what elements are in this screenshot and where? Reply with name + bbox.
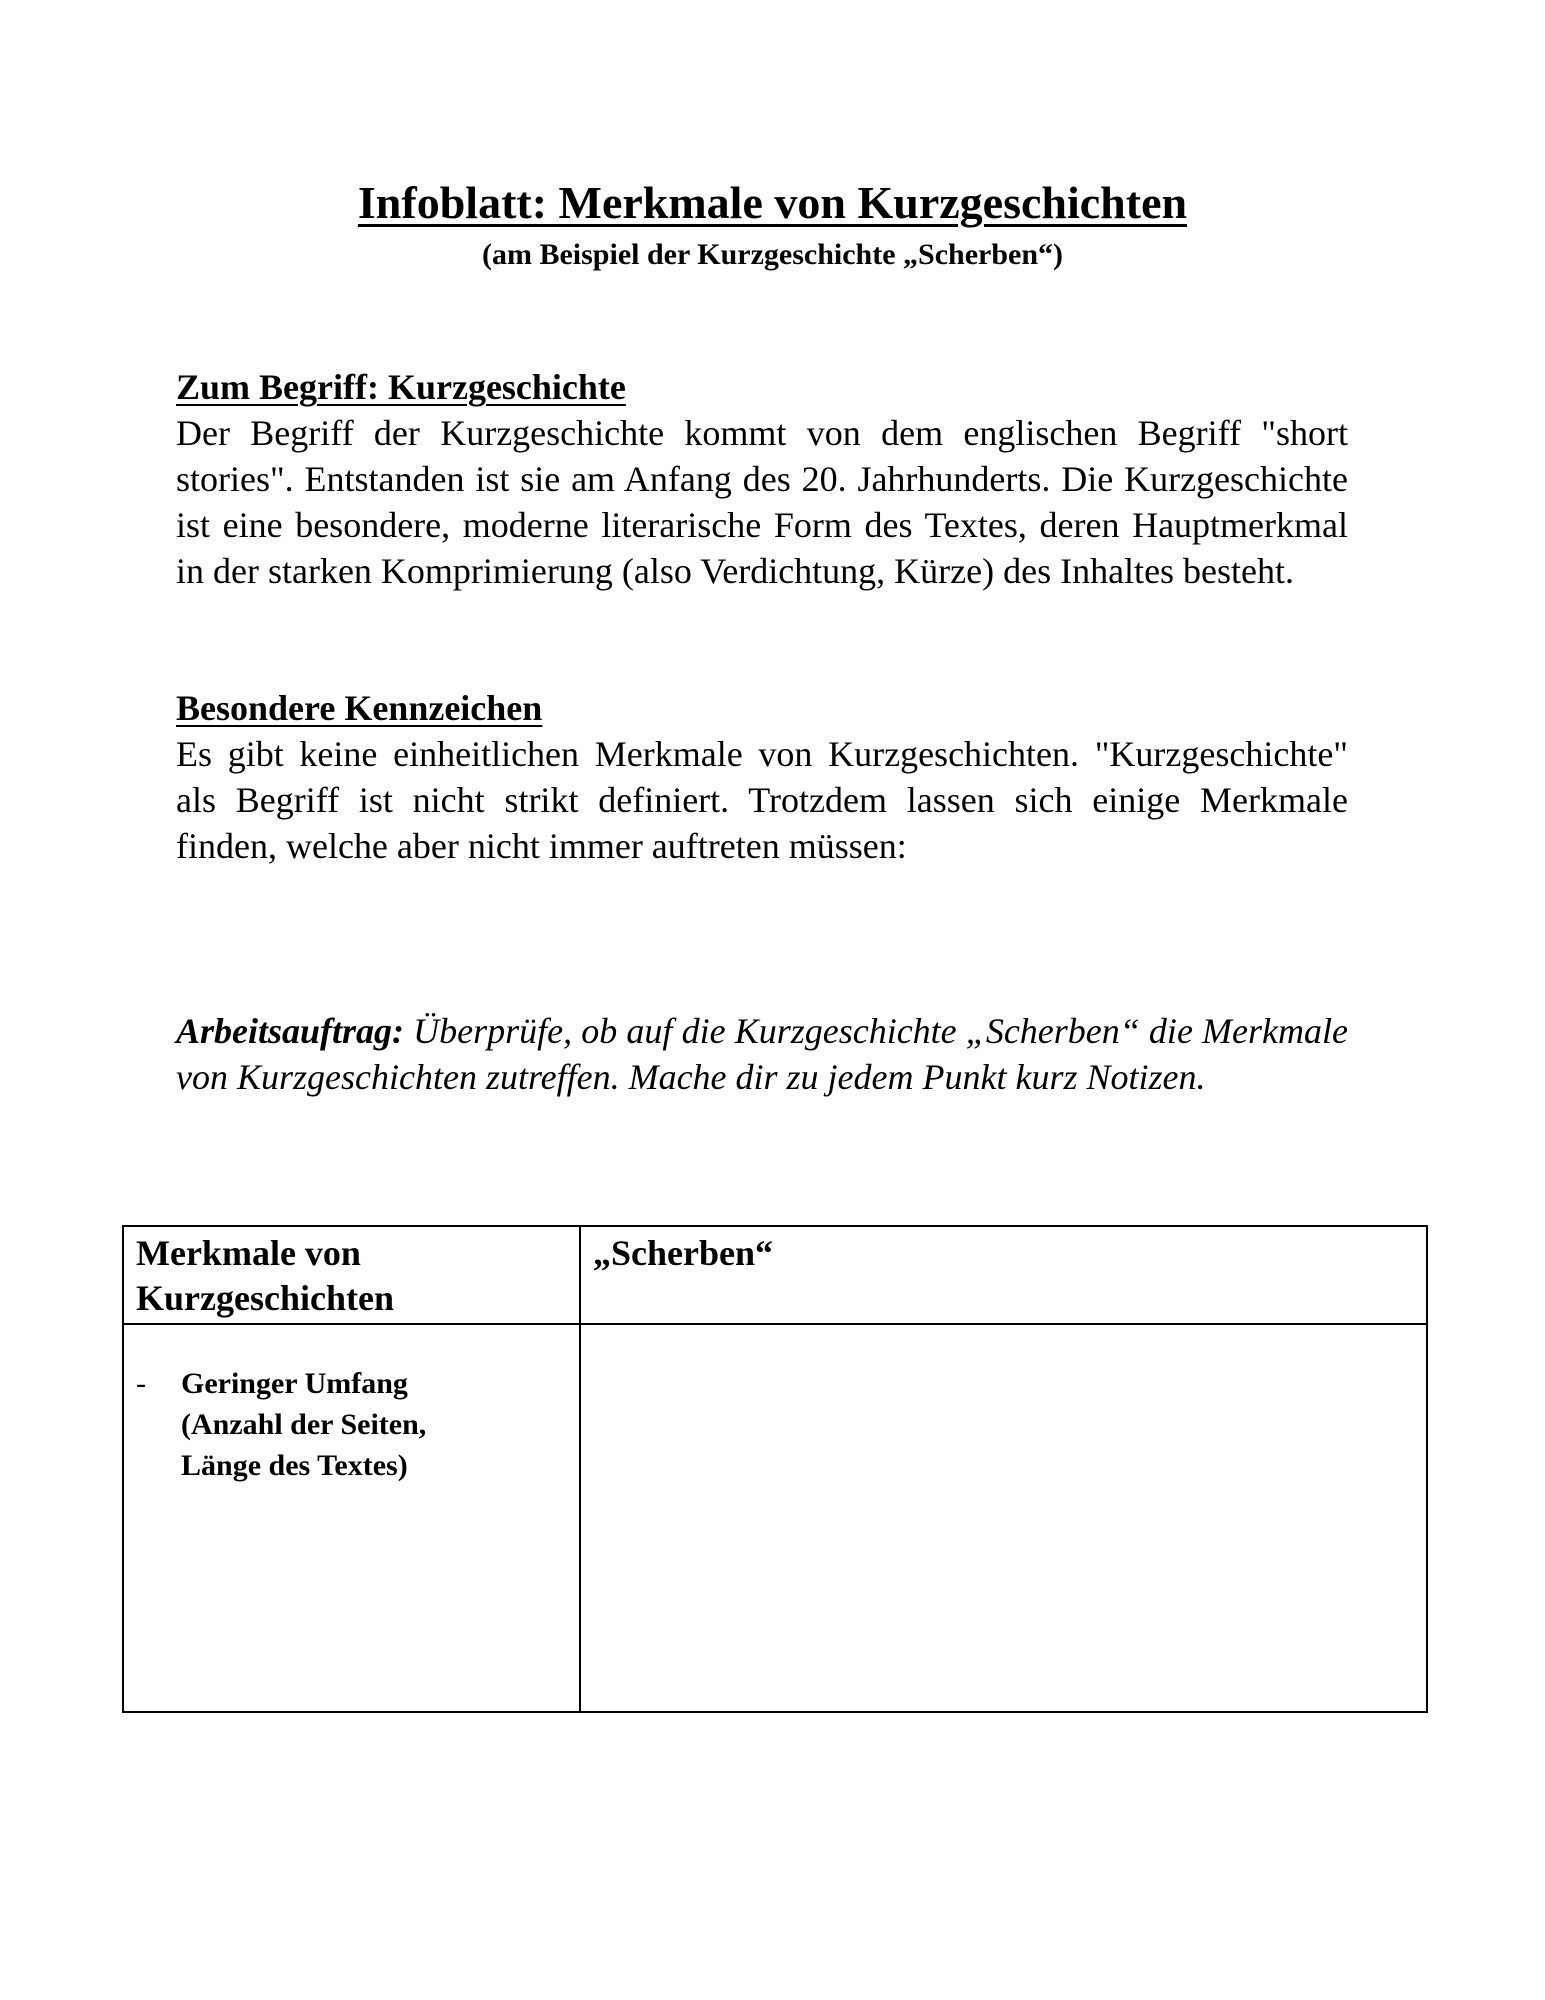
notes-table	[122, 1225, 1428, 1713]
notes-cell[interactable]	[580, 1324, 1427, 1712]
list-bullet: -	[136, 1367, 146, 1400]
task-block	[176, 1008, 1348, 1100]
table-header-row	[123, 1226, 1427, 1324]
feature-text: Geringer Umfang (Anzahl der Seiten, Länge des Textes)	[181, 1367, 427, 1482]
table-row	[123, 1324, 1427, 1712]
feature-cell	[123, 1324, 580, 1712]
task-instruction: Überprüfe, ob auf die Kurzgeschichte „Scherben“ die Merkmale von Kurzgeschichten zutreffen. Mache dir zu jedem Punkt kurz Notizen.	[176, 1011, 1348, 1097]
section-characteristics-text: Es gibt keine einheitlichen Merkmale von Kurzgeschichten. "Kurzgeschichte" als Begriff ist nicht strikt definiert. Trotzdem lassen sich einige Merkmale finden, welche aber nicht immer auftreten müssen:	[176, 734, 1348, 866]
page-title: Infoblatt: Merkmale von Kurzgeschichten	[357, 177, 1188, 228]
section-definition-heading: Zum Begriff: Kurzgeschichte	[176, 367, 626, 407]
table-header-story: „Scherben“	[580, 1226, 1427, 1324]
page-subtitle: (am Beispiel der Kurzgeschichte „Scherben“)	[481, 238, 1064, 271]
section-definition-text: Der Begriff der Kurzgeschichte kommt von dem englischen Begriff "short stories". Entstanden ist sie am Anfang des 20. Jahrhunderts. Die Kurzgeschichte ist eine besondere, moderne literarische Form des Textes, deren Hauptmerkmal in der starken Komprimierung (also Verdichtung, Kürze) des Inhaltes besteht.	[176, 413, 1348, 591]
task-text	[176, 1008, 1348, 1100]
section-characteristics-heading: Besondere Kennzeichen	[176, 688, 543, 728]
section-characteristics	[176, 685, 1348, 869]
table-header-features: Merkmale von Kurzgeschichten	[123, 1226, 580, 1324]
section-definition	[176, 364, 1348, 594]
task-label: Arbeitsauftrag:	[176, 1011, 405, 1051]
feature-item	[124, 1363, 579, 1486]
